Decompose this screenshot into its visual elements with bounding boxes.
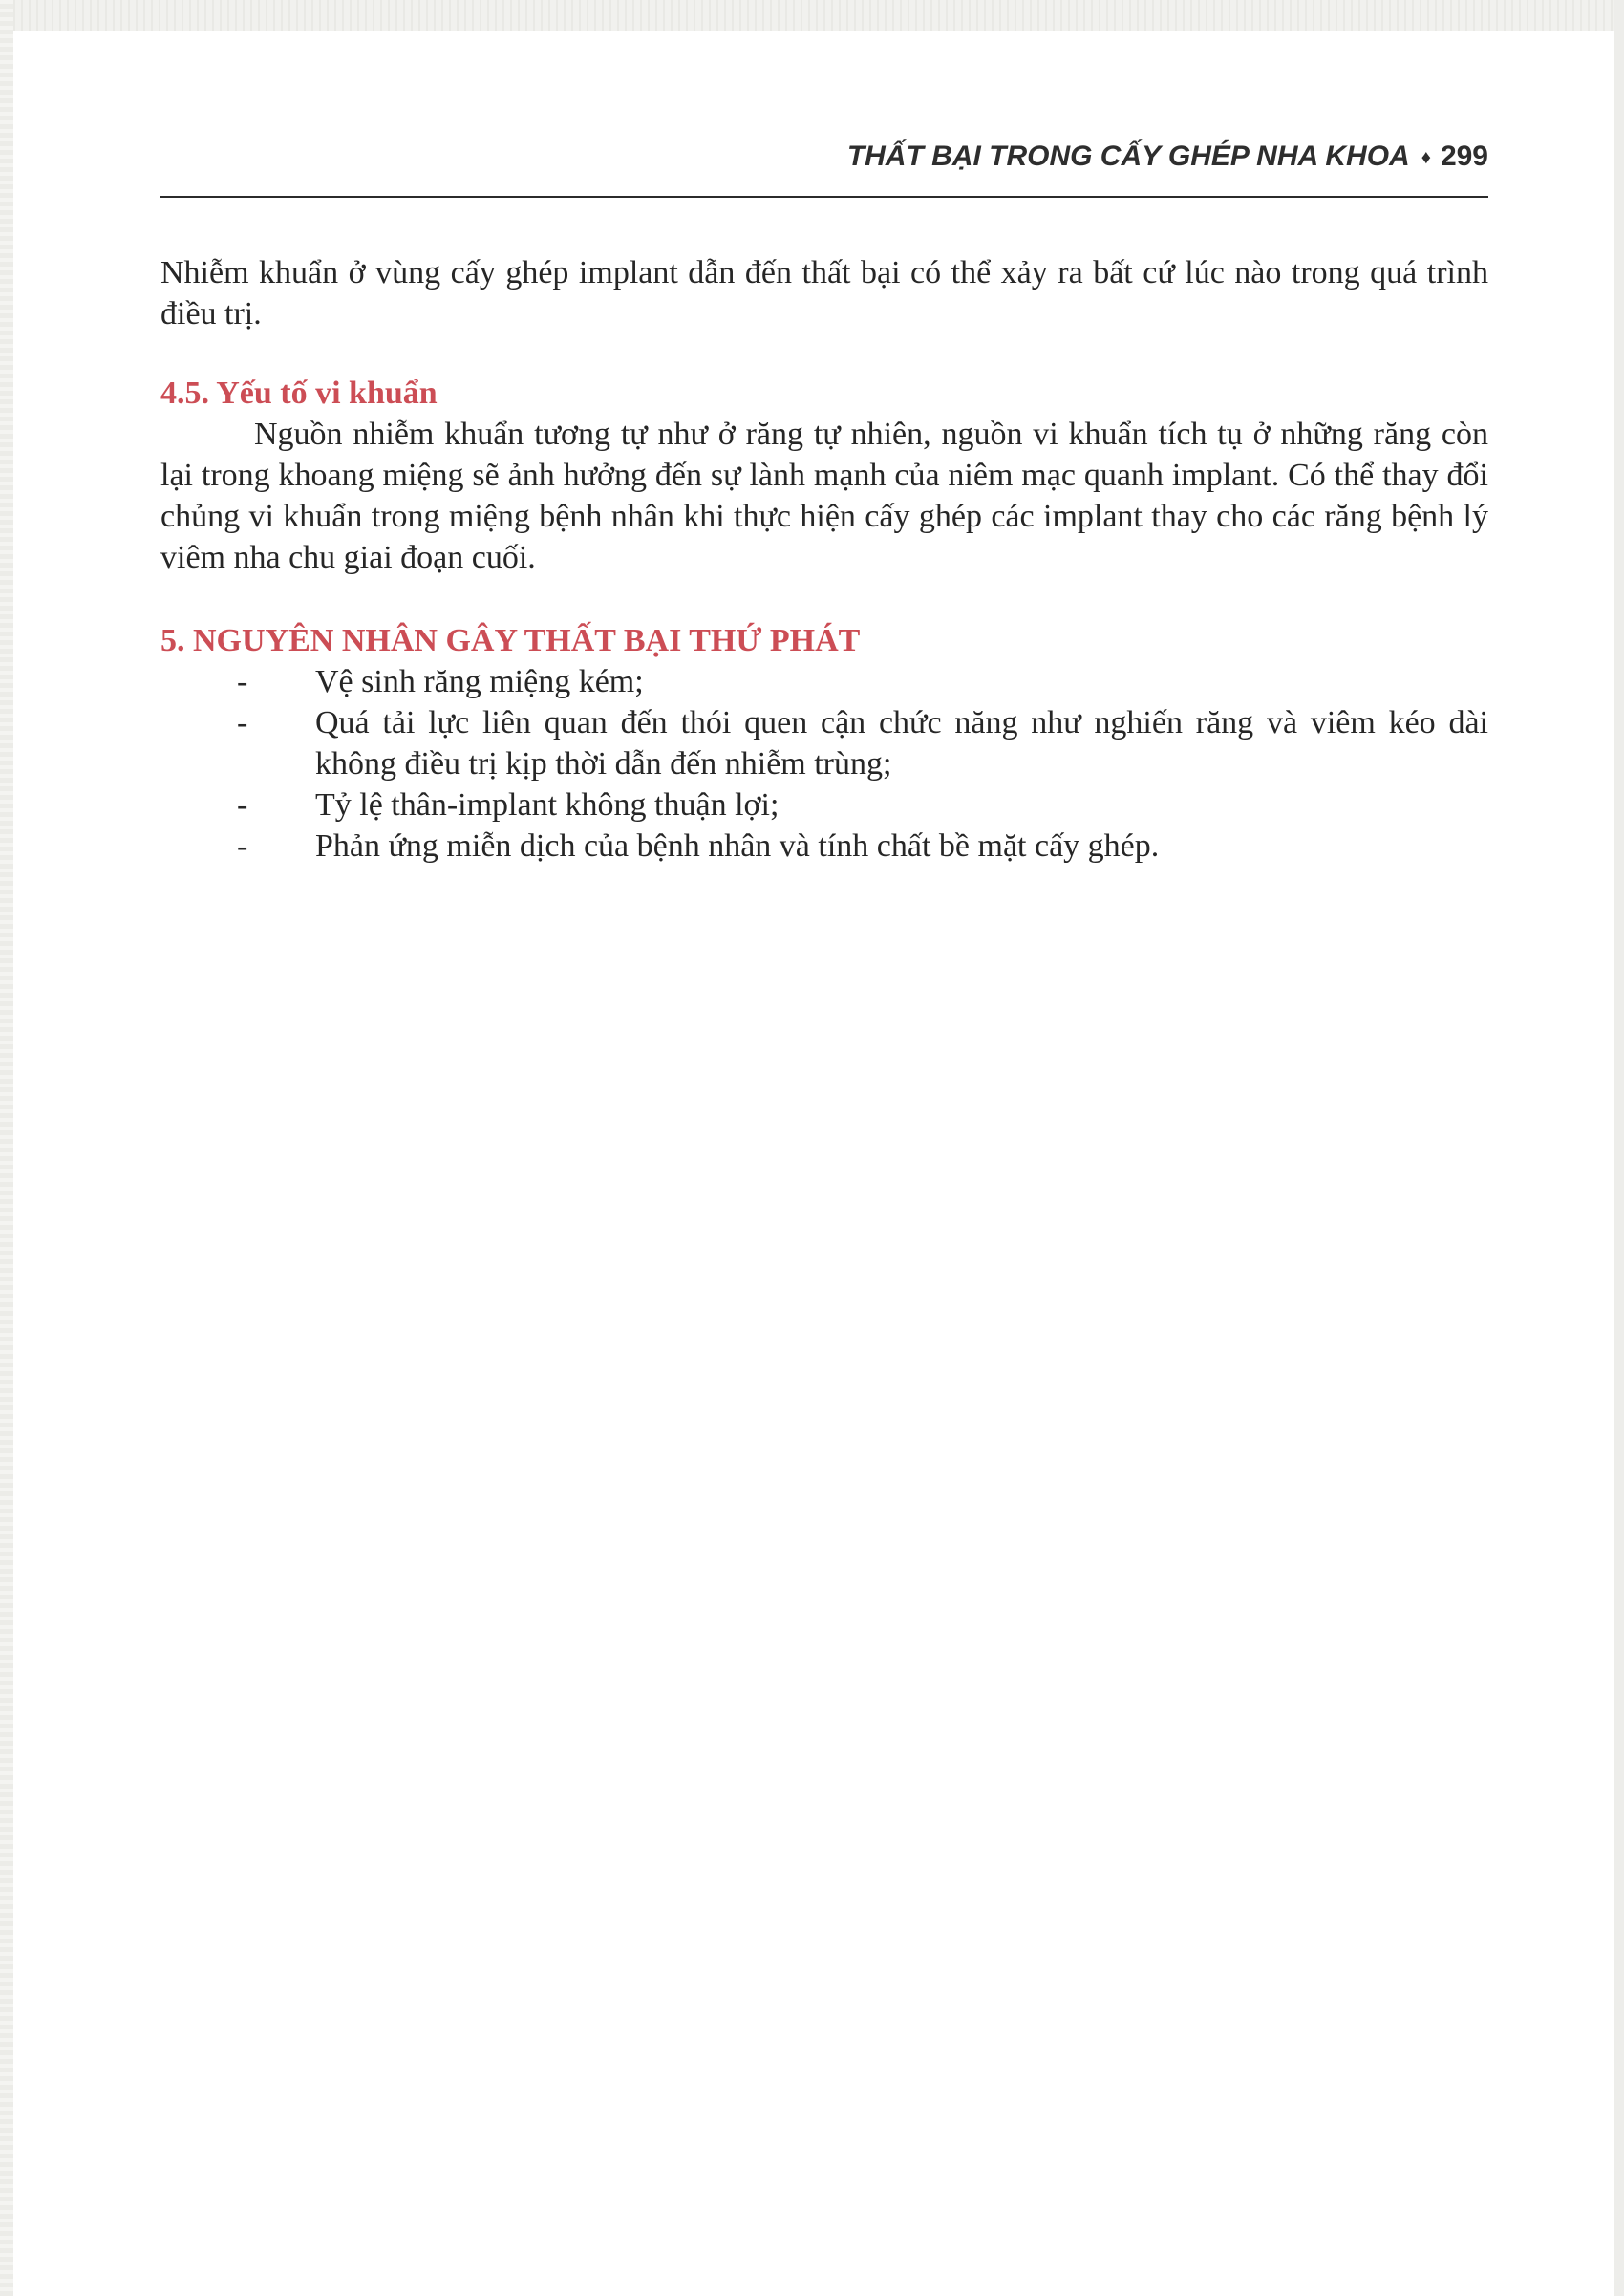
page-number: 299 xyxy=(1440,140,1488,172)
dash-bullet-icon: - xyxy=(237,705,248,740)
intro-paragraph: Nhiễm khuẩn ở vùng cấy ghép implant dẫn đến thất bại có thể xảy ra bất cứ lúc nào trong quá trình điều trị. xyxy=(160,255,1488,332)
list-item-text: Tỷ lệ thân-implant không thuận lợi; xyxy=(315,787,780,823)
dash-bullet-icon: - xyxy=(237,828,248,864)
dash-bullet-icon: - xyxy=(237,787,248,823)
dash-bullet-icon: - xyxy=(237,664,248,699)
list-item xyxy=(160,784,1488,826)
diamond-separator-icon: ♦ xyxy=(1421,147,1431,168)
scan-border-left xyxy=(0,0,13,2296)
cause-list xyxy=(160,661,1488,867)
page-content xyxy=(160,252,1488,867)
section-4-5-paragraph: Nguồn nhiễm khuẩn tương tự như ở răng tự nhiên, nguồn vi khuẩn tích tụ ở những răng còn lại trong khoang miệng sẽ ảnh hưởng đến sự lành mạnh của niêm mạc quanh implant. Có thể thay đổi chủng vi khuẩn trong miệng bệnh nhân khi thực hiện cấy ghép các implant thay cho các răng bệnh lý viêm nha chu giai đoạn cuối. xyxy=(160,417,1488,575)
list-item-text: Quá tải lực liên quan đến thói quen cận chức năng như nghiến răng và viêm kéo dài không điều trị kịp thời dẫn đến nhiễm trùng; xyxy=(315,705,1488,782)
list-item xyxy=(160,661,1488,702)
running-title: THẤT BẠI TRONG CẤY GHÉP NHA KHOA xyxy=(846,140,1410,172)
list-item xyxy=(160,702,1488,784)
scan-border-top xyxy=(0,0,1624,31)
scan-border-right xyxy=(1614,0,1624,2296)
list-item-text: Vệ sinh răng miệng kém; xyxy=(315,664,644,699)
section-5-heading: 5. NGUYÊN NHÂN GÂY THẤT BẠI THỨ PHÁT xyxy=(160,623,861,658)
list-item-text: Phản ứng miễn dịch của bệnh nhân và tính chất bề mặt cấy ghép. xyxy=(315,828,1160,864)
list-item xyxy=(160,826,1488,867)
header-rule xyxy=(160,196,1488,198)
section-4-5-heading: 4.5. Yếu tố vi khuẩn xyxy=(160,376,438,411)
running-header xyxy=(160,140,1488,179)
